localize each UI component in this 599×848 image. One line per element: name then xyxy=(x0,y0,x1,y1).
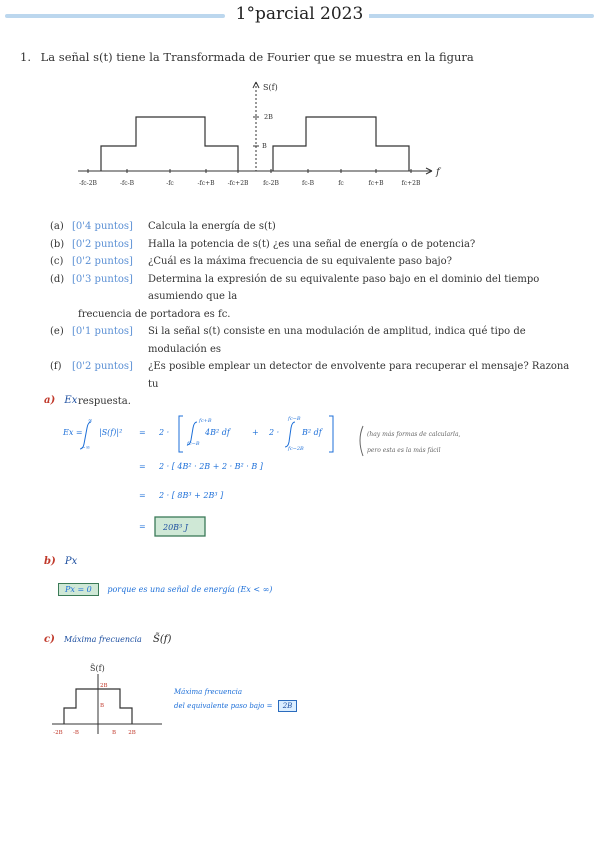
subquestion-item xyxy=(50,271,570,306)
spectrum-tick-label: fc+2B xyxy=(401,180,421,187)
answer-a-bracket-right xyxy=(329,416,333,452)
answer-c-line2-wrap xyxy=(174,699,297,713)
subquestion-continuation: frecuencia de portadora es fc. xyxy=(78,308,231,320)
question-body: La señal s(t) tiene la Transformada de Fourier que se muestra en la figura xyxy=(40,50,474,64)
answer-a-int1-lower: fc−B xyxy=(187,441,200,447)
answer-c-line1: Máxima frecuencia xyxy=(174,688,243,696)
spectrum-tick-label: -fc+2B xyxy=(227,180,249,187)
spectrum-tick-label: fc-B xyxy=(301,180,315,187)
answer-b-label: b) xyxy=(44,556,56,567)
answer-a-heading xyxy=(44,395,77,406)
answer-a-integral2-sign xyxy=(285,422,295,447)
lowpass-tick-label: 2B xyxy=(128,730,136,736)
subquestion-text: ¿Es posible emplear un detector de envolvente para recuperar el mensaje? Razona tu xyxy=(148,361,570,390)
subquestion-text: Determina la expresión de su equivalente paso bajo en el dominio del tiempo asumiendo que la xyxy=(148,273,540,302)
subquestion-label: (c) xyxy=(50,256,64,267)
answer-b-explanation: porque es una señal de energía (Ex < ∞) xyxy=(107,585,273,594)
subquestion-label: (f) xyxy=(50,361,62,372)
lowpass-level-2b: 2B xyxy=(100,683,108,689)
lowpass-tick-label: -2B xyxy=(53,730,63,736)
spectrum-tick-label: -fc-2B xyxy=(79,180,97,187)
answer-a-bracket-left xyxy=(179,416,183,452)
subquestion-points: [0'4 puntos] xyxy=(72,221,133,232)
answer-a-int2-upper: fc−B xyxy=(288,416,301,422)
subquestion-item xyxy=(50,253,570,271)
answer-a-var: Ex xyxy=(64,395,78,406)
answer-a-note-2: pero esta es la más fácil xyxy=(367,447,441,454)
subquestion-text: Halla la potencia de s(t) ¿es una señal de energía o de potencia? xyxy=(148,238,476,250)
subquestion-text: Si la señal s(t) consiste en una modulación de amplitud, indica qué tipo de modulación es xyxy=(148,326,526,355)
answer-b-var: Px xyxy=(64,556,78,567)
lowpass-plot xyxy=(48,660,168,742)
subquestion-label: (e) xyxy=(50,326,64,337)
spectrum-tick-label: -fc xyxy=(166,180,174,187)
spectrum-level-b: B xyxy=(262,142,267,150)
subquestion-item xyxy=(50,236,570,254)
page-title: 1°parcial 2023 xyxy=(0,4,599,24)
spectrum-xlabel: f xyxy=(436,167,440,178)
answer-a-factor2: 2 · xyxy=(269,428,280,437)
answer-a-eq1: = xyxy=(139,428,146,437)
answer-a-int-lower: −∞ xyxy=(81,445,91,451)
answer-b-result: Px = 0 xyxy=(58,583,99,596)
lowpass-tick-label: -B xyxy=(73,730,79,736)
answer-c-heading xyxy=(44,634,171,645)
spectrum-ylabel: S(f) xyxy=(263,83,278,92)
spectrum-ticks xyxy=(79,169,421,187)
answer-c-line2: del equivalente paso bajo = xyxy=(174,702,273,710)
answer-b-heading xyxy=(44,556,77,567)
answer-a-eq4: = xyxy=(139,522,146,531)
answer-a-note-paren xyxy=(360,426,363,456)
spectrum-tick-label: -fc+B xyxy=(197,180,215,187)
subquestion-text: ¿Cuál es la máxima frecuencia de su equivalente paso bajo? xyxy=(148,256,453,267)
answer-c-body xyxy=(174,685,297,713)
subquestion-points: [0'3 puntos] xyxy=(72,273,133,285)
answer-a-term2: B² df xyxy=(302,428,322,437)
lowpass-ticks xyxy=(53,730,135,736)
answer-a-label: a) xyxy=(44,395,56,406)
spectrum-level-2b: 2B xyxy=(264,113,273,121)
answer-a-line3: 2 · [ 8B³ + 2B³ ] xyxy=(159,491,224,500)
subquestion-item xyxy=(50,323,570,358)
answer-a-plus1: + xyxy=(252,428,259,437)
answer-b-body xyxy=(58,585,272,594)
spectrum-tick-label: fc-2B xyxy=(263,180,279,187)
question-number: 1. xyxy=(20,50,31,64)
answer-a-note-1: (hay más formas de calcularla, xyxy=(367,431,461,438)
spectrum-tick-label: fc xyxy=(338,180,344,187)
answer-a-integrand: |S(f)|² xyxy=(99,428,123,437)
answer-a-result: 20B³ J xyxy=(163,523,189,532)
subquestion-points: [0'2 puntos] xyxy=(72,238,133,250)
spectrum-negative-band xyxy=(101,117,238,171)
spectrum-positive-band xyxy=(273,117,409,171)
subquestion-points: [0'2 puntos] xyxy=(72,361,133,372)
subquestion-text: Calcula la energía de s(t) xyxy=(148,221,276,232)
lowpass-level-b: B xyxy=(100,703,105,709)
subquestion-points: [0'2 puntos] xyxy=(72,256,133,267)
answer-c-label: c) xyxy=(44,634,55,645)
answer-a-eq2: = xyxy=(139,462,146,471)
spectrum-plot xyxy=(70,78,450,190)
subquestion-list xyxy=(50,218,570,411)
spectrum-tick-label: -fc-B xyxy=(119,180,135,187)
answer-a-math xyxy=(55,412,505,542)
subquestion-points: [0'1 puntos] xyxy=(72,326,133,337)
answer-c-result: 2B xyxy=(278,700,298,712)
answer-a-lhs: Ex = xyxy=(63,428,83,437)
answer-a-factor1: 2 · xyxy=(159,428,170,437)
answer-a-eq3: = xyxy=(139,491,146,500)
question-text xyxy=(20,50,474,64)
answer-a-int2-lower: fc−2B xyxy=(288,446,304,452)
lowpass-tick-label: B xyxy=(111,730,117,736)
answer-a-line2: 2 · [ 4B² · 2B + 2 · B² · B ] xyxy=(159,462,263,471)
answer-a-term1: 4B² df xyxy=(205,428,230,437)
subquestion-label: (b) xyxy=(50,238,65,250)
subquestion-item xyxy=(50,218,570,236)
answer-a-int1-upper: fc+B xyxy=(199,418,212,424)
spectrum-tick-label: fc+B xyxy=(368,180,384,187)
subquestion-label: (a) xyxy=(50,221,64,232)
subquestion-continuation: respuesta. xyxy=(78,396,131,407)
subquestion-item xyxy=(50,358,570,393)
answer-c-text: Máxima frecuencia xyxy=(64,635,142,644)
answer-a-int-upper: ∞ xyxy=(88,418,93,424)
answer-c-func: S̃(f) xyxy=(152,634,172,645)
lowpass-ylabel: S̃(f) xyxy=(90,664,105,673)
subquestion-label: (d) xyxy=(50,273,65,285)
